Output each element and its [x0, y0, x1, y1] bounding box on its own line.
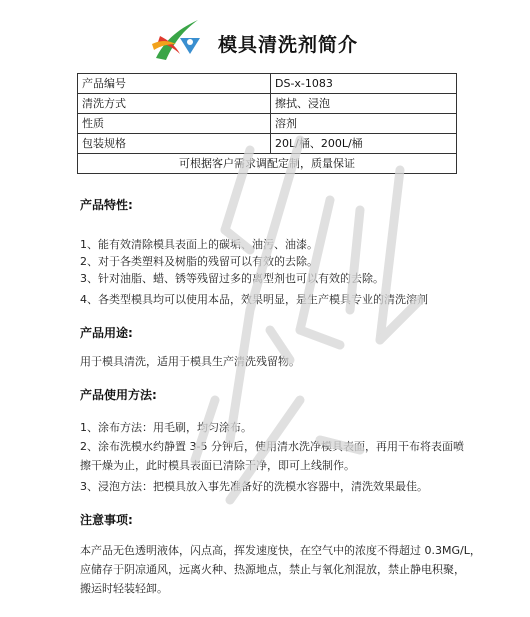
- spec-value: 擦拭、浸泡: [271, 94, 457, 114]
- notes-line: 搬运时轻装轻卸。: [80, 582, 168, 595]
- method-line: 擦干燥为止，此时模具表面已清除干净，即可上线制作。: [80, 459, 355, 472]
- feature-item: 4、各类型模具均可以使用本品，效果明显，是生产模具专业的清洗溶剂: [80, 293, 428, 306]
- table-row: [78, 134, 457, 154]
- table-row: [78, 114, 457, 134]
- spec-value: 溶剂: [271, 114, 457, 134]
- spec-key: 性质: [78, 114, 271, 134]
- spec-value: 20L/桶、200L/桶: [271, 134, 457, 154]
- table-row: [78, 74, 457, 94]
- feature-item: 1、能有效清除模具表面上的碳垢、油污、油漆。: [80, 238, 318, 251]
- notes-line: 本产品无色透明液体，闪点高，挥发速度快，在空气中的浓度不得超过 0.3MG/L，: [80, 544, 481, 557]
- table-row: [78, 154, 457, 174]
- method-line: 2、涂布洗模水约静置 3-5 分钟后，使用清水洗净模具表面，再用干布将表面喷: [80, 440, 464, 453]
- document-title: 模具清洗剂简介: [218, 34, 359, 56]
- spec-value: DS-x-1083: [271, 74, 457, 94]
- spec-note: 可根据客户需求调配定制，质量保证: [78, 154, 457, 174]
- table-row: [78, 94, 457, 114]
- company-logo-icon: [150, 14, 208, 64]
- spec-key: 清洗方式: [78, 94, 271, 114]
- method-line: 3、浸泡方法：把模具放入事先准备好的洗模水容器中，清洗效果最佳。: [80, 480, 428, 493]
- notes-heading: 注意事项:: [80, 513, 133, 527]
- method-heading: 产品使用方法:: [80, 388, 157, 402]
- document-header: [0, 0, 530, 70]
- spec-key: 包装规格: [78, 134, 271, 154]
- usage-text: 用于模具清洗，适用于模具生产清洗残留物。: [80, 355, 300, 368]
- features-heading: 产品特性:: [80, 198, 133, 212]
- spec-table: [77, 73, 457, 174]
- method-line: 1、涂布方法：用毛刷，均匀涂布。: [80, 421, 252, 434]
- usage-heading: 产品用途:: [80, 326, 133, 340]
- feature-item: 3、针对油脂、蜡、锈等残留过多的离型剂也可以有效的去除。: [80, 272, 384, 285]
- spec-key: 产品编号: [78, 74, 271, 94]
- feature-item: 2、对于各类塑料及树脂的残留可以有效的去除。: [80, 255, 318, 268]
- notes-line: 应储存于阴凉通风，远离火种、热源地点，禁止与氧化剂混放，禁止静电积聚，: [80, 563, 465, 576]
